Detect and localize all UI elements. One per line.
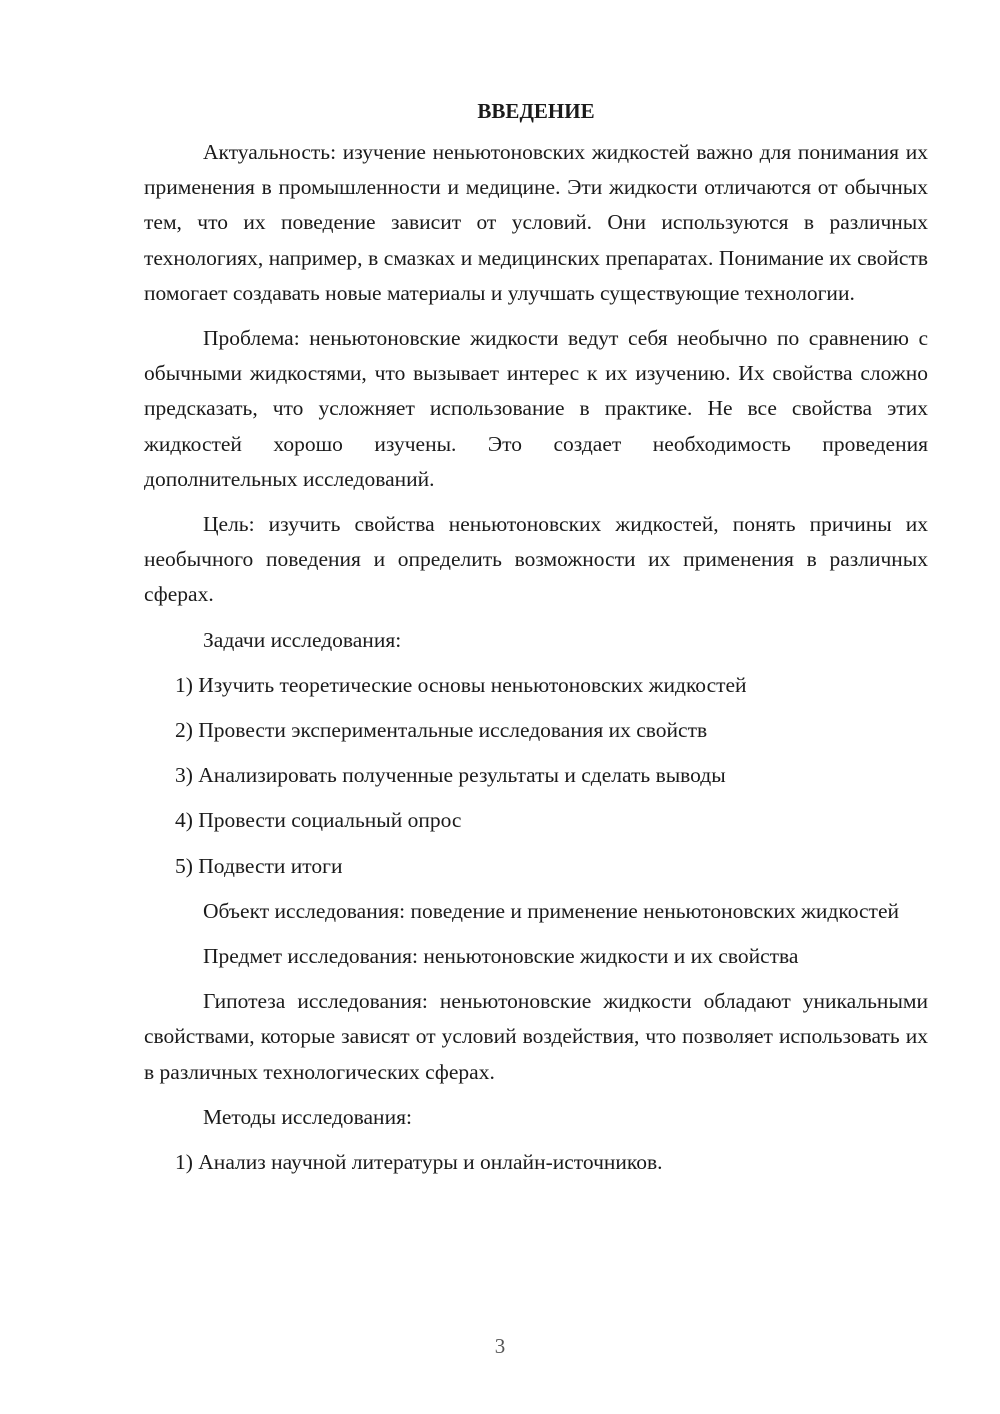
- relevance-paragraph: Актуальность: изучение неньютоновских жидкостей важно для понимания их применения в промышленности и медицине. Эти жидкости отличаются от обычных тем, что их поведение зависит от условий. Они используются в различных технологиях, например, в смазках и медицинских препаратах. Понимание их свойств помогает создавать новые материалы и улучшать существующие технологии.: [144, 140, 928, 305]
- problem-paragraph: Проблема: неньютоновские жидкости ведут себя необычно по сравнению с обычными жидкостями, что вызывает интерес к их изучению. Их свойства сложно предсказать, что усложняет использование в практике. Не все свойства этих жидкостей хорошо изучены. Это создает необходимость проведения дополнительных исследований.: [144, 326, 928, 491]
- tasks-heading: Задачи исследования:: [203, 627, 402, 652]
- page-number: 3: [494, 1334, 506, 1358]
- subject-paragraph: Предмет исследования: неньютоновские жидкости и их свойства: [203, 944, 799, 969]
- task-item: 4) Провести социальный опрос: [175, 808, 462, 833]
- methods-heading: Методы исследования:: [203, 1104, 412, 1129]
- object-paragraph: Объект исследования: поведение и применение неньютоновских жидкостей: [203, 898, 899, 923]
- goal-paragraph: Цель: изучить свойства неньютоновских жидкостей, понять причины их необычного поведения и определить возможности их применения в различных сферах.: [144, 512, 928, 607]
- method-item: 1) Анализ научной литературы и онлайн-источников.: [175, 1150, 663, 1175]
- task-item: 5) Подвести итоги: [175, 853, 343, 878]
- section-title: ВВЕДЕНИЕ: [477, 99, 595, 123]
- document-page: [144, 94, 928, 1190]
- task-item: 2) Провести экспериментальные исследования их свойств: [175, 718, 708, 743]
- hypothesis-paragraph: Гипотеза исследования: неньютоновские жидкости обладают уникальными свойствами, которые зависят от условий воздействия, что позволяет использовать их в различных технологических сферах.: [144, 989, 928, 1084]
- task-item: 3) Анализировать полученные результаты и сделать выводы: [175, 763, 726, 788]
- task-item: 1) Изучить теоретические основы неньютоновских жидкостей: [175, 672, 747, 697]
